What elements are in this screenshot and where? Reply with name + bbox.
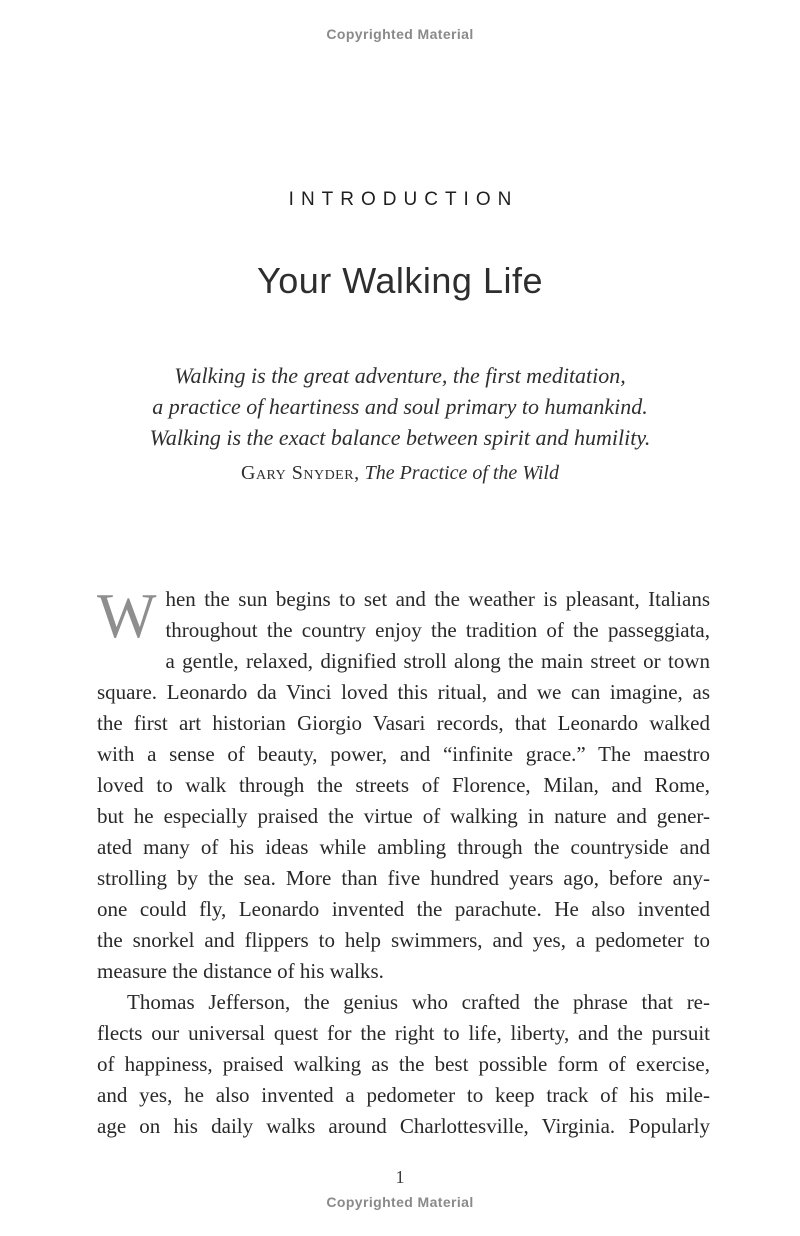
body-line: the first art historian Giorgio Vasari records, that Leonardo walked	[97, 711, 710, 735]
body-line: one could fly, Leonardo invented the parachute. He also invented	[97, 897, 710, 921]
copyright-notice-top: Copyrighted Material	[326, 26, 474, 42]
epigraph-attribution	[0, 462, 800, 485]
body-line: age on his daily walks around Charlottesville, Virginia. Popularly	[97, 1114, 710, 1138]
body-line: but he especially praised the virtue of walking in nature and gener-	[97, 804, 710, 828]
body-line: measure the distance of his walks.	[97, 959, 384, 983]
epigraph	[0, 360, 800, 485]
body-line: of happiness, praised walking as the best possible form of exercise,	[97, 1052, 710, 1076]
body-line: square. Leonardo da Vinci loved this ritual, and we can imagine, as	[97, 680, 710, 704]
epigraph-line: a practice of heartiness and soul primary to humankind.	[152, 394, 648, 419]
body-line: and yes, he also invented a pedometer to keep track of his mile-	[97, 1083, 710, 1107]
chapter-title: Your Walking Life	[257, 260, 543, 301]
epigraph-line: Walking is the great adventure, the first meditation,	[174, 363, 626, 388]
paragraph-2	[97, 987, 710, 1142]
attribution-author: Gary Snyder,	[241, 462, 360, 484]
body-line: throughout the country enjoy the tradition of the passeggiata,	[165, 618, 710, 642]
body-line: flects our universal quest for the right to life, liberty, and the pursuit	[97, 1021, 710, 1045]
attribution-work-title: The Practice of the Wild	[364, 462, 559, 484]
epigraph-line: Walking is the exact balance between spirit and humility.	[149, 425, 651, 450]
body-line: with a sense of beauty, power, and “infinite grace.” The maestro	[97, 742, 710, 766]
drop-cap: W	[97, 581, 157, 651]
paragraph-1	[97, 581, 710, 987]
body-line: hen the sun begins to set and the weather is pleasant, Italians	[165, 587, 710, 611]
body-line: ated many of his ideas while ambling through the countryside and	[97, 835, 710, 859]
page-number: 1	[395, 1167, 405, 1187]
body-text	[97, 581, 710, 1142]
chapter-kicker: INTRODUCTION	[288, 189, 519, 210]
body-line: the snorkel and flippers to help swimmers, and yes, a pedometer to	[97, 928, 710, 952]
body-line: loved to walk through the streets of Florence, Milan, and Rome,	[97, 773, 710, 797]
body-line: strolling by the sea. More than five hundred years ago, before any-	[97, 866, 710, 890]
body-line: Thomas Jefferson, the genius who crafted the phrase that re-	[127, 990, 710, 1014]
copyright-notice-bottom: Copyrighted Material	[326, 1194, 474, 1210]
body-line: a gentle, relaxed, dignified stroll along the main street or town	[165, 649, 710, 673]
